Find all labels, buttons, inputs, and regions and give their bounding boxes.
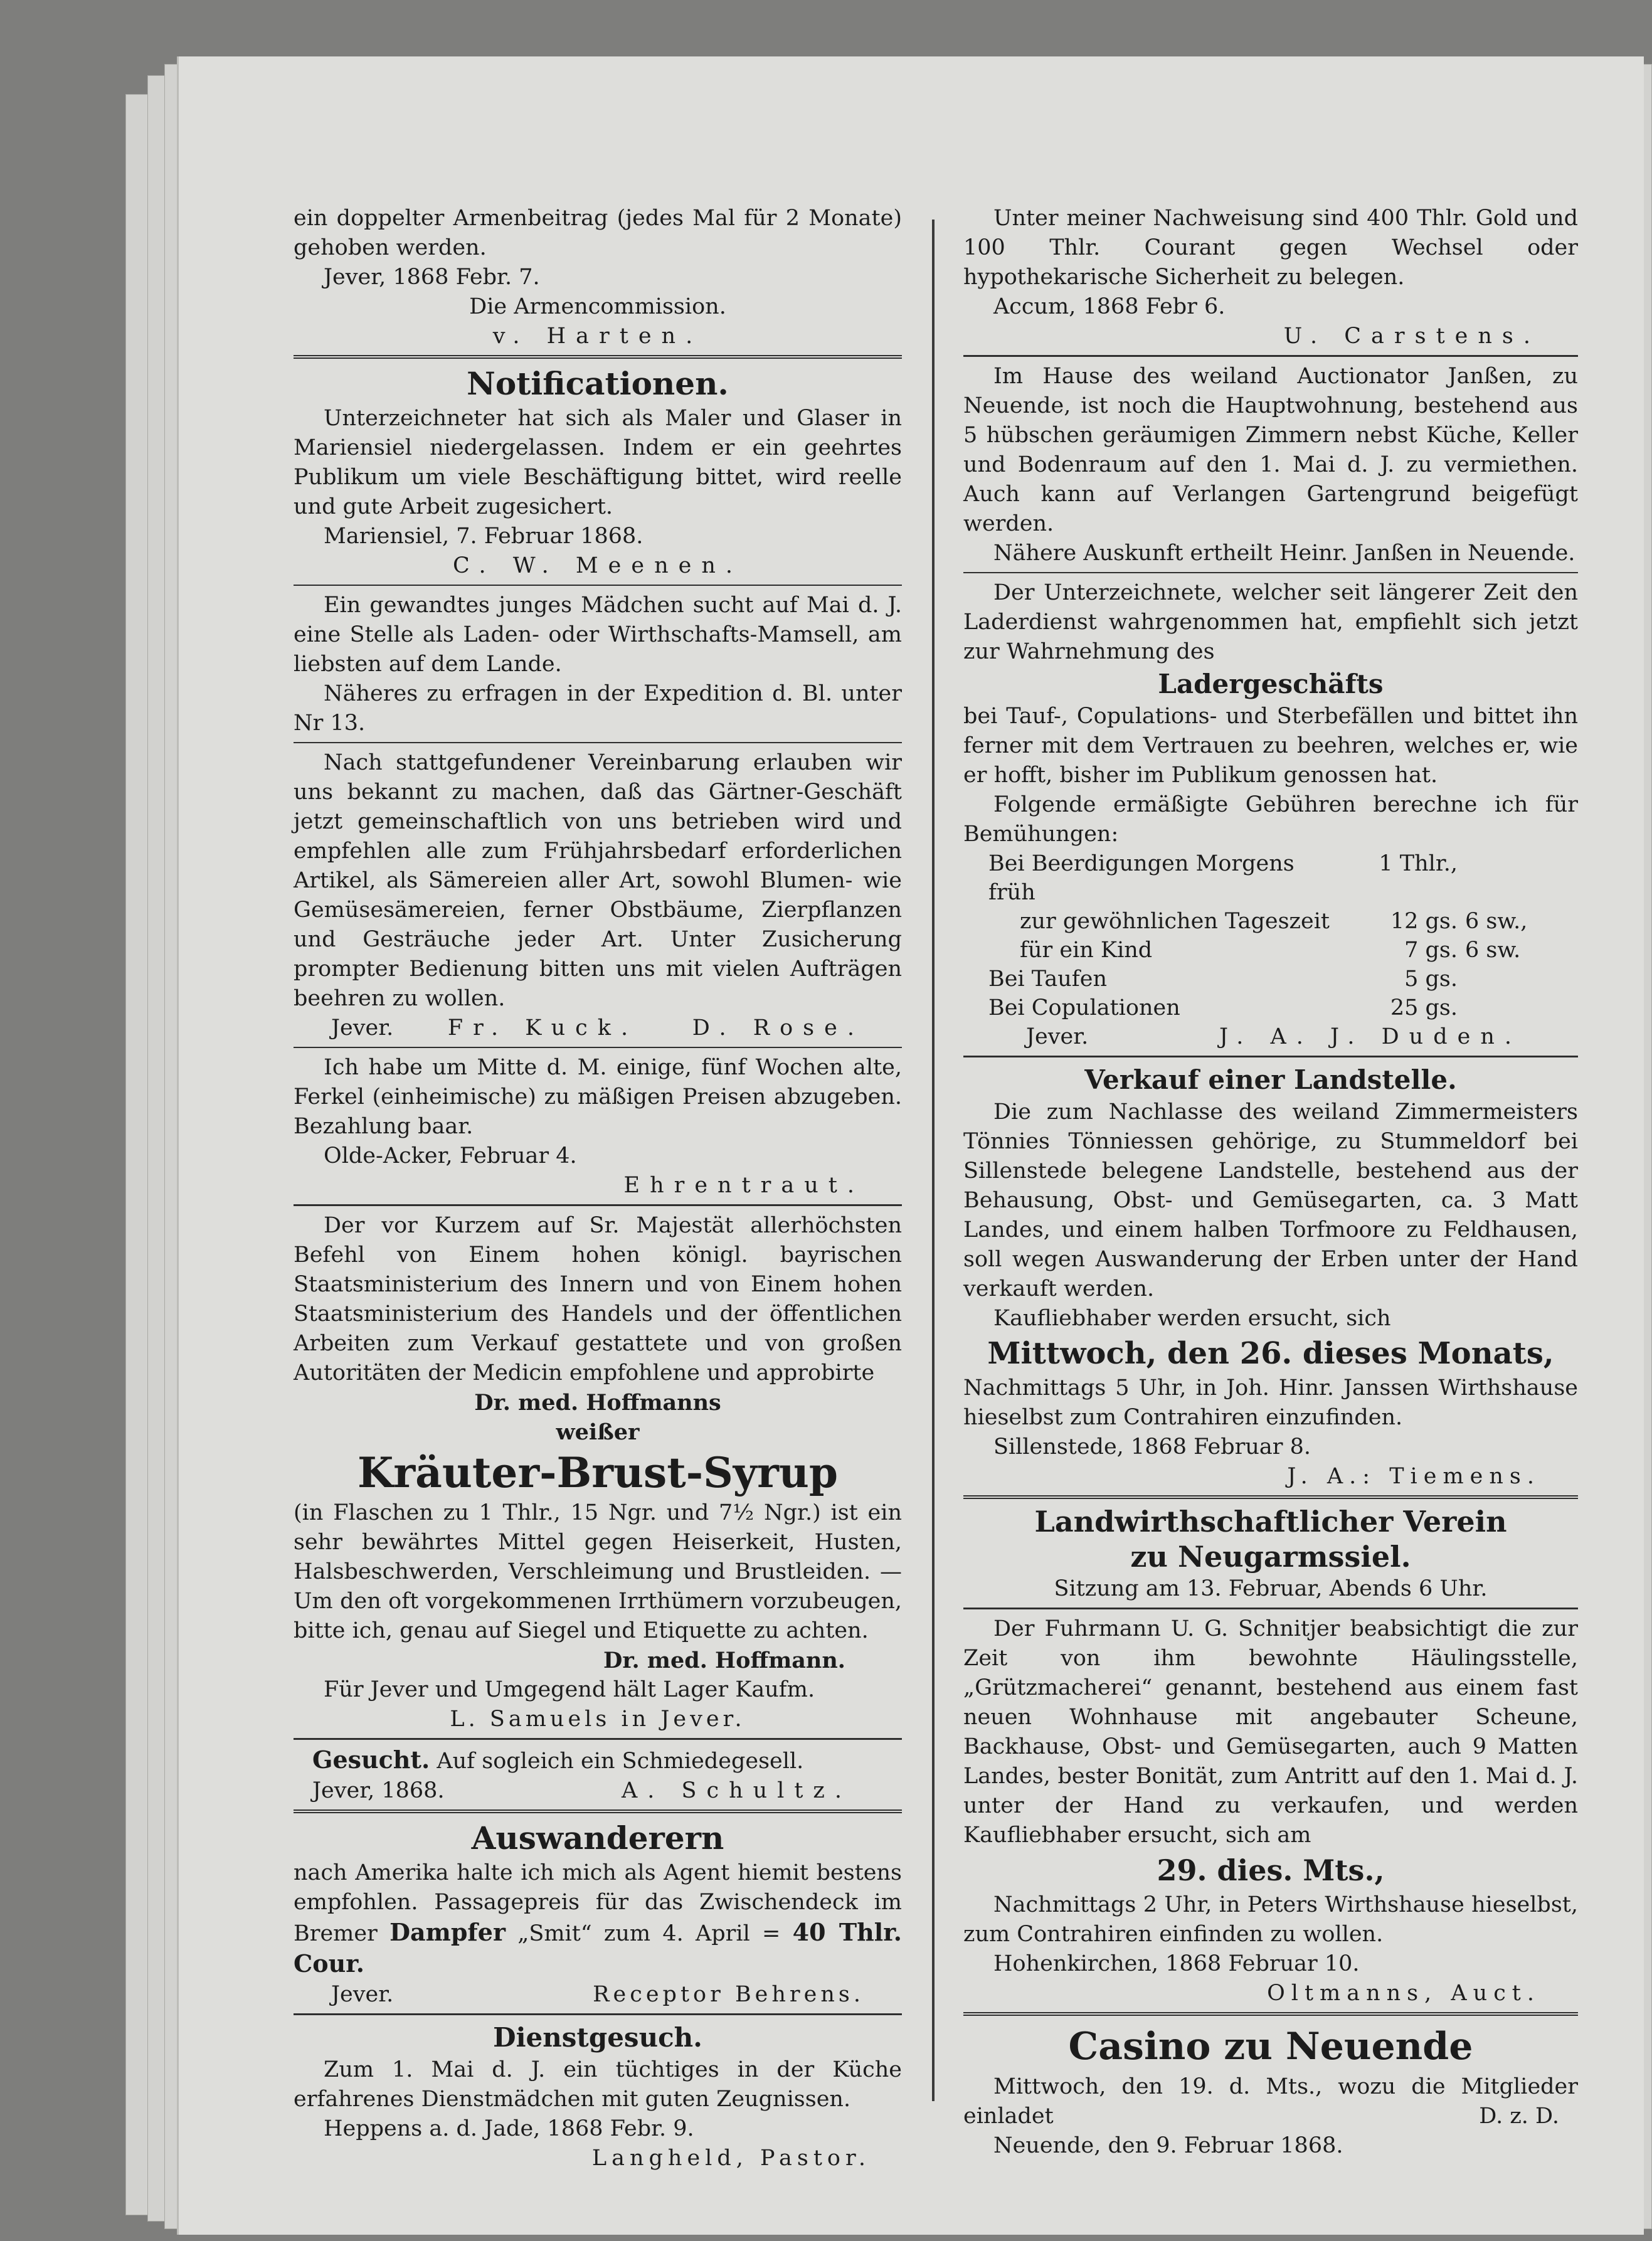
auswanderern-text-2: „Smit“ zum 4. April = xyxy=(517,1921,781,1946)
fee-extra: 6 sw. xyxy=(1465,938,1521,963)
wohnung-info: Nähere Auskunft ertheilt Heinr. Janßen in Neuende. xyxy=(993,541,1575,566)
fee-label: für ein Kind xyxy=(1020,938,1153,963)
haeuling-date: 29. dies. Mts., xyxy=(1157,1853,1385,1887)
auswanderern-text-1: nach Amerika halte ich mich als Agent hiemit bestens empfohlen. Passagepreis für das Zwischendeck im Bremer xyxy=(294,1860,902,1946)
syrup-weisser: weißer xyxy=(556,1419,640,1445)
maler-text: Unterzeichneter hat sich als Maler und Glaser in Mariensiel niedergelassen. Indem er ein geehrtes Publikum um viele Beschäftigung bittet, wird reelle und gute Arbeit zugesichert. xyxy=(294,406,902,519)
auswanderern-dampfer: Dampfer xyxy=(389,1918,506,1946)
fee-value: 1 Thlr., xyxy=(1379,851,1458,876)
haeuling-signature: Oltmanns, Auct. xyxy=(1267,1981,1540,2006)
gaertner-sig-rose: D. Rose. xyxy=(692,1015,864,1041)
fee-value: 7 gs. xyxy=(1404,938,1458,963)
ferkel-text: Ich habe um Mitte d. M. einige, fünf Wochen alte, Ferkel (einheimische) zu mäßigen Preisen abzugeben. Bezahlung baar. xyxy=(294,1055,902,1139)
ad-rule xyxy=(294,585,902,586)
syrup-product-title: Kräuter-Brust-Syrup xyxy=(357,1448,839,1497)
fee-extra: 6 sw., xyxy=(1465,909,1528,934)
landstelle-signature: J. A.: Tiemens. xyxy=(1287,1464,1540,1489)
ad-rule xyxy=(294,1738,902,1740)
maler-place: Mariensiel, 7. Februar 1868. xyxy=(324,524,643,549)
landstelle-text: Die zum Nachlasse des weiland Zimmermeisters Tönnies Tönniessen gehörige, zu Stummeldorf bei Sillenstede belegene Landstelle, bestehend aus der Behausung, Obst- und Gemüsegarten, ca. 3 Matt Landes, und einem halben Torfmoore zu Feldhausen, soll wegen Auswanderung der Erben unter der Hand verkauft werden. xyxy=(963,1099,1578,1301)
verein-heading-1: Landwirthschaftlicher Verein xyxy=(1034,1505,1507,1539)
gesucht-signature: A. Schultz. xyxy=(621,1778,852,1803)
gesucht-line xyxy=(294,1745,902,1776)
auswanderern-signature: Receptor Behrens. xyxy=(593,1982,864,2007)
landstelle-heading: Verkauf einer Landstelle. xyxy=(1084,1064,1457,1095)
fee-label: Bei Beerdigungen Morgens früh xyxy=(988,851,1295,905)
lader-fee-table xyxy=(963,849,1578,1022)
lader-text: bei Tauf-, Copulations- und Sterbefällen und bittet ihn ferner mit dem Vertrauen zu beehren, welches er, wie er hofft, bisher im Publikum genossen hat. xyxy=(963,704,1578,788)
ad-rule xyxy=(294,2013,902,2015)
syrup-signature: Dr. med. Hoffmann. xyxy=(603,1648,845,1673)
gesucht-text: Auf sogleich ein Schmiedegesell. xyxy=(437,1749,804,1774)
landstelle-date: Mittwoch, den 26. dieses Monats, xyxy=(987,1336,1554,1371)
verein-heading-2: zu Neugarmssiel. xyxy=(1130,1540,1411,1574)
casino-place: Neuende, den 9. Februar 1868. xyxy=(993,2133,1343,2158)
fee-value: 5 gs. xyxy=(1404,967,1458,992)
maedchen-info: Näheres zu erfragen in der Expedition d. Bl. unter Nr 13. xyxy=(294,681,902,736)
ad-rule xyxy=(963,1495,1578,1499)
syrup-lager: Für Jever und Umgegend hält Lager Kaufm. xyxy=(324,1677,815,1702)
auswanderern-price: 40 Thlr. Cour. xyxy=(294,1918,902,1978)
fee-label: Bei Copulationen xyxy=(988,995,1180,1020)
armen-place: Jever, 1868 Febr. 7. xyxy=(324,265,540,290)
auswanderern-heading: Auswanderern xyxy=(471,1820,724,1857)
fee-label: Bei Taufen xyxy=(988,967,1107,992)
ad-rule xyxy=(963,355,1578,357)
auswanderern-text xyxy=(294,1858,902,1980)
lader-place: Jever. xyxy=(1026,1024,1089,1049)
gaertner-sig-kuck: Fr. Kuck. xyxy=(447,1015,638,1041)
gesucht-label: Gesucht. xyxy=(312,1746,430,1774)
ad-rule xyxy=(294,1809,902,1813)
ad-rule xyxy=(963,2012,1578,2016)
notificationen-heading: Notificationen. xyxy=(467,365,729,402)
armen-text: ein doppelter Armenbeitrag (jedes Mal für 2 Monate) gehoben werden. xyxy=(294,206,902,260)
ad-rule xyxy=(963,572,1578,573)
geld-text: Unter meiner Nachweisung sind 400 Thlr. Gold und 100 Thlr. Courant gegen Wechsel oder hypothekarische Sicherheit zu belegen. xyxy=(963,206,1578,290)
dienstgesuch-heading: Dienstgesuch. xyxy=(493,2022,702,2053)
geld-signature: U. Carstens. xyxy=(1283,324,1540,349)
ad-rule xyxy=(294,1047,902,1048)
gaertner-signatures xyxy=(294,1014,902,1043)
dienstgesuch-place: Heppens a. d. Jade, 1868 Febr. 9. xyxy=(324,2116,694,2141)
landstelle-place: Sillenstede, 1868 Februar 8. xyxy=(993,1434,1311,1460)
gaertner-place: Jever. xyxy=(331,1015,394,1041)
haeuling-text: Der Fuhrmann U. G. Schnitjer beabsichtigt die zur Zeit von ihm bewohnte Häulingsstelle, „Grützmacherei“ genannt, bestehend aus einem fast neuen Wohnhause mit angebauter Scheune, Backhause, Obst- und Gemüsegarten, auch 9 Matten Landes, bester Bonität, zum Antritt auf den 1. Mai d. J. unter der Hand zu verkaufen, und werden Kaufliebhaber ersucht, sich am xyxy=(963,1616,1578,1848)
right-column xyxy=(963,204,1578,2161)
ad-rule xyxy=(963,1056,1578,1057)
lader-fees-intro: Folgende ermäßigte Gebühren berechne ich für Bemühungen: xyxy=(963,792,1578,847)
ferkel-place: Olde-Acker, Februar 4. xyxy=(324,1143,577,1168)
ferkel-signature: Ehrentraut. xyxy=(623,1173,864,1198)
gaertner-text: Nach stattgefundener Vereinbarung erlauben wir uns bekannt zu machen, daß das Gärtner-Geschäft jetzt gemeinschaftlich von uns betrieben wird und empfehlen alle zum Frühjahrsbedarf erforderlichen Artikel, als Sämereien aller Art, sowohl Blumen- wie Gemüsesämereien, ferner Obstbäume, Zierpflanzen und Gesträuche jeder Art. Unter Zusicherung prompter Bedienung bitten uns mit vielen Aufträgen beehren zu wollen. xyxy=(294,750,902,1011)
geld-place: Accum, 1868 Febr 6. xyxy=(993,294,1226,319)
landstelle-invite: Kaufliebhaber werden ersucht, sich xyxy=(993,1306,1391,1331)
lader-signature: J. A. J. Duden. xyxy=(1219,1024,1522,1049)
fee-value: 12 gs. xyxy=(1390,909,1458,934)
verein-sitzung: Sitzung am 13. Februar, Abends 6 Uhr. xyxy=(1054,1576,1488,1601)
dienstgesuch-signature: Langheld, Pastor. xyxy=(591,2146,871,2171)
haeuling-place: Hohenkirchen, 1868 Februar 10. xyxy=(993,1951,1360,1976)
landstelle-text2: Nachmittags 5 Uhr, in Joh. Hinr. Janssen Wirthshause hieselbst zum Contrahiren einzufinden. xyxy=(963,1375,1578,1430)
ad-rule xyxy=(963,1608,1578,1609)
auswanderern-place: Jever. xyxy=(331,1982,394,2007)
syrup-body: (in Flaschen zu 1 Thlr., 15 Ngr. und 7½ Ngr.) ist ein sehr bewährtes Mittel gegen Heiserkeit, Husten, Halsbeschwerden, Verschleimung und Brustleiden. — Um den oft vorgekommenen Irrthümern vorzubeugen, bitte ich, genau auf Siegel und Etiquette zu achten. xyxy=(294,1500,902,1643)
fee-extra xyxy=(1465,849,1591,907)
fee-value: 25 gs. xyxy=(1390,995,1458,1020)
lader-heading: Ladergeschäfts xyxy=(1158,669,1384,699)
haeuling-text2: Nachmittags 2 Uhr, in Peters Wirthshause hieselbst, zum Contrahiren einfinden zu wollen. xyxy=(963,1892,1578,1947)
gesucht-place: Jever, 1868. xyxy=(312,1778,445,1803)
maler-signature: C. W. Meenen. xyxy=(452,553,743,578)
left-column xyxy=(294,204,902,2173)
ad-rule xyxy=(294,1204,902,1206)
gesucht-signatures xyxy=(294,1776,902,1806)
syrup-doctor: Dr. med. Hoffmanns xyxy=(474,1390,721,1416)
syrup-intro: Der vor Kurzem auf Sr. Majestät allerhöchsten Befehl von Einem hohen königl. bayrischen Staatsministerium des Innern und von Einem hohen Staatsministerium des Handels und der öffentlichen Arbeiten zum Verkauf gestattete und von großen Autoritäten der Medicin empfohlene und approbirte xyxy=(294,1213,902,1385)
casino-heading: Casino zu Neuende xyxy=(1068,2025,1473,2069)
maedchen-text: Ein gewandtes junges Mädchen sucht auf Mai d. J. eine Stelle als Laden- oder Wirthschafts-Mamsell, am liebsten auf dem Lande. xyxy=(294,593,902,677)
ad-rule xyxy=(294,742,902,743)
casino-text: Mittwoch, den 19. d. Mts., wozu die Mitglieder einladet xyxy=(963,2074,1578,2129)
section-rule xyxy=(294,355,902,359)
armen-org: Die Armencommission. xyxy=(469,294,726,319)
fee-extra xyxy=(1465,965,1591,993)
fee-extra xyxy=(1465,993,1591,1022)
armen-signature: v. Harten. xyxy=(492,324,703,349)
casino-signature: D. z. D. xyxy=(1479,2104,1559,2129)
fee-label: zur gewöhnlichen Tageszeit xyxy=(1020,909,1330,934)
column-divider xyxy=(932,220,935,2101)
syrup-lager-signature: L. Samuels in Jever. xyxy=(450,1707,746,1732)
auswanderern-signatures xyxy=(294,1980,902,2010)
lader-intro: Der Unterzeichnete, welcher seit längerer Zeit den Laderdienst wahrgenommen hat, empfiehlt sich jetzt zur Wahrnehmung des xyxy=(963,580,1578,664)
wohnung-text: Im Hause des weiland Auctionator Janßen, zu Neuende, ist noch die Hauptwohnung, bestehend aus 5 hübschen geräumigen Zimmern nebst Küche, Keller und Bodenraum auf den 1. Mai d. J. zu vermiethen. Auch kann auf Verlangen Gartengrund beigefügt werden. xyxy=(963,364,1578,536)
dienstgesuch-text: Zum 1. Mai d. J. ein tüchtiges in der Küche erfahrenes Dienstmädchen mit guten Zeugnissen. xyxy=(294,2057,902,2112)
lader-signatures xyxy=(963,1022,1578,1052)
